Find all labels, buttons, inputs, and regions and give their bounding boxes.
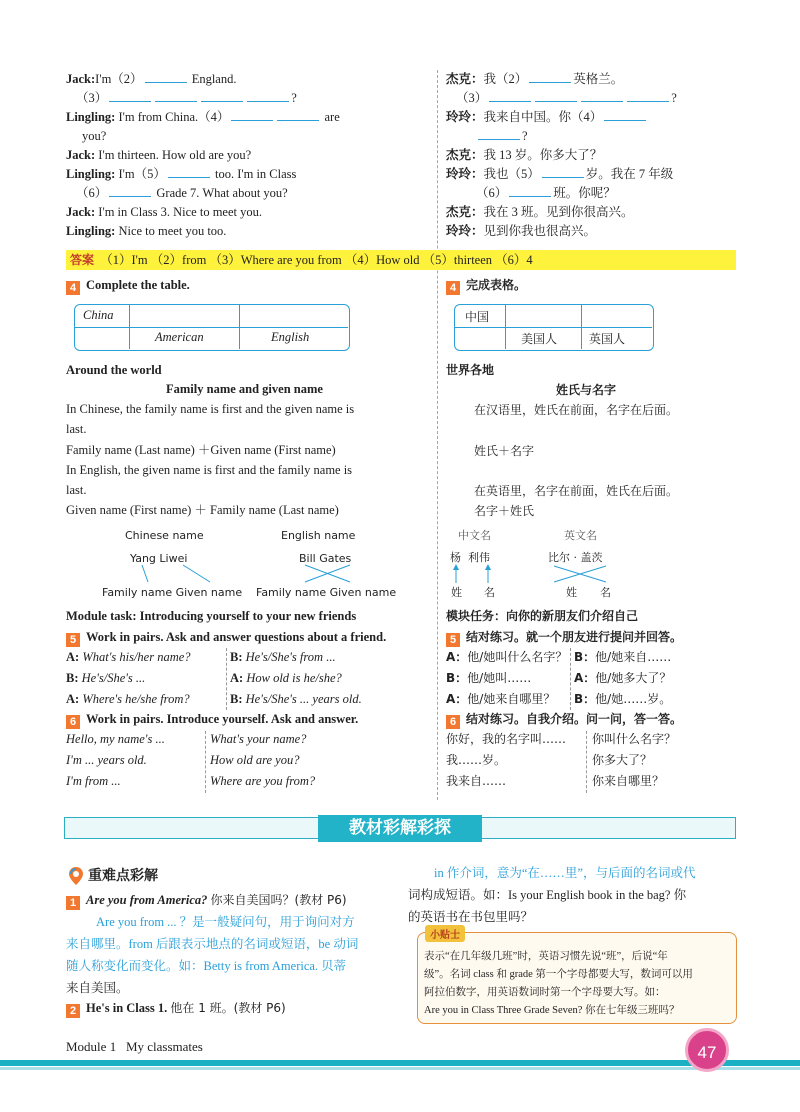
- key-points-heading: 重难点彩解: [88, 868, 158, 884]
- dialogue-line: Jack: I'm in Class 3. Nice to meet you.: [66, 205, 262, 219]
- paragraph: Given name (First name) ＋ Family name (Last name): [66, 503, 339, 517]
- task5-row-cn: A：他/她多大了？: [574, 671, 672, 685]
- task-5-title: 5 Work in pairs. Ask and answer questions about a friend.: [66, 628, 386, 647]
- section-subtitle: Family name and given name: [166, 382, 323, 396]
- task6-line-cn: 我……岁。: [446, 753, 507, 767]
- task-4-title: 4 Complete the table.: [66, 276, 190, 295]
- section-title-cn: 世界各地: [446, 363, 495, 377]
- task6-line: Hello, my name's ...: [66, 732, 165, 746]
- dialogue-line-cn: 杰克：我在 3 班。见到你很高兴。: [446, 205, 634, 219]
- dialogue-line-cn: 玲玲：见到你我也很高兴。: [446, 224, 597, 238]
- diagram-label-cn: 中文名: [458, 529, 491, 542]
- footer-bar-light: [0, 1067, 800, 1070]
- task6-line: Where are you from?: [210, 774, 316, 788]
- answer-bar: 答案 （1）I'm （2）from （3）Where are you from （4）How old （5）thirteen （6）4: [66, 250, 736, 270]
- task6-line-cn: 你来自哪里？: [592, 774, 665, 788]
- diagram-label-cn: 姓: [566, 586, 577, 599]
- dialogue-line-cn: （6） 班。你呢？: [476, 186, 616, 200]
- key-point-text: 的英语书在书包里吗？: [408, 910, 534, 924]
- complete-table: [74, 304, 350, 351]
- diagram-label: Family name Given name: [256, 586, 397, 599]
- task6-line: I'm ... years old.: [66, 753, 147, 767]
- key-point-text: 随人称变化而变化。如：Betty is from America. 贝蒂: [66, 959, 347, 973]
- dialogue-line: you?: [82, 129, 107, 143]
- task5-row: B: He's/She's from ...: [230, 650, 336, 664]
- diagram-label-cn: 比尔 · 盖茨: [548, 551, 603, 564]
- task5-row: A: What's his/her name?: [66, 650, 191, 664]
- task6-divider: [205, 731, 206, 793]
- task6-line: I'm from ...: [66, 774, 121, 788]
- task6-line: What's your name?: [210, 732, 307, 746]
- task-5-title-cn: 5 结对练习。就一个朋友进行提问并回答。: [446, 628, 682, 647]
- task5-divider: [226, 648, 227, 710]
- table-cell: 英国人: [589, 332, 626, 346]
- diagram-label: Yang Liwei: [130, 552, 188, 565]
- key-point-text: in 作介词，意为“在……里”，与后面的名词或代: [434, 866, 696, 880]
- key-point-1: 1 Are you from America? 你来自美国吗？(教材 P6): [66, 891, 347, 910]
- task6-line-cn: 你叫什么名字？: [592, 732, 677, 746]
- paragraph-cn: 姓氏＋名字: [474, 444, 535, 458]
- column-divider: [437, 70, 438, 800]
- paragraph-cn: 在英语里，名字在前面，姓氏在后面。: [474, 484, 679, 498]
- task5-row: A: Where's he/she from?: [66, 692, 190, 706]
- task-6-title-cn: 6 结对练习。自我介绍。问一问，答一答。: [446, 710, 682, 729]
- dialogue-line-cn: 玲玲：我也（5） 岁。我在 7 年级: [446, 167, 674, 181]
- name-order-diagram-cn: [446, 563, 626, 585]
- table-cell: American: [155, 330, 204, 344]
- task5-row-cn: B：他/她叫……: [446, 671, 532, 685]
- table-cell: 美国人: [521, 332, 558, 346]
- paragraph: In Chinese, the family name is first and the given name is: [66, 402, 355, 416]
- key-point-2: 2 He's in Class 1. 他在 1 班。(教材 P6): [66, 999, 286, 1018]
- location-pin-icon: [68, 866, 84, 886]
- dialogue-line: Lingling: I'm from China.（4） are: [66, 110, 340, 124]
- task5-row-cn: A：他/她叫什么名字？: [446, 650, 568, 664]
- task6-divider-cn: [586, 731, 587, 793]
- paragraph: last.: [66, 483, 87, 497]
- table-cell: China: [83, 308, 114, 322]
- dialogue-line: Lingling: I'm（5） too. I'm in Class: [66, 167, 297, 181]
- key-point-text: 来自哪里。from 后跟表示地点的名词或短语，be 动词: [66, 937, 359, 951]
- task5-row-cn: B：他/她来自……: [574, 650, 672, 664]
- dialogue-line-cn: 玲玲：我来自中国。你（4）: [446, 108, 648, 127]
- task6-line-cn: 我来自……: [446, 774, 507, 788]
- task5-row: A: How old is he/she?: [230, 671, 342, 685]
- page-number: 47: [685, 1028, 729, 1072]
- dialogue-line-cn: 杰克：我（2） 英格兰。: [446, 72, 624, 86]
- diagram-label-cn: 姓: [451, 586, 462, 599]
- dialogue-line: （6） Grade 7. What about you?: [76, 186, 288, 200]
- diagram-label: Chinese name: [125, 529, 204, 542]
- dialogue-line-cn: 杰克：我 13 岁。你多大了？: [446, 148, 603, 162]
- dialogue-line: （3） ?: [76, 91, 297, 105]
- tip-text: 表示“在几年级几班”时，英语习惯先说“班”，后说“年 级”。名词 class 和 grade 第一个字母都要大写，数词可以用 阿拉伯数字，用英语数词时第一个字母要大写。如： Are you in Class Three Grade Seven? 你在七年级三班吗？: [424, 951, 693, 1016]
- task6-line: How old are you?: [210, 753, 300, 767]
- table-cell: English: [271, 330, 310, 344]
- diagram-label: English name: [281, 529, 356, 542]
- paragraph: Family name (Last name) ＋Given name (First name): [66, 443, 336, 457]
- table-cell: 中国: [465, 310, 490, 324]
- diagram-label: Family name Given name: [102, 586, 243, 599]
- task6-line-cn: 你好，我的名字叫……: [446, 732, 567, 746]
- diagram-label-cn: 杨 利伟: [450, 551, 490, 564]
- dialogue-line: Jack: I'm thirteen. How old are you?: [66, 148, 252, 162]
- dialogue-line: Lingling: Nice to meet you too.: [66, 224, 227, 238]
- diagram-label: Bill Gates: [299, 552, 352, 565]
- module-task-title-cn: 模块任务：向你的新朋友们介绍自己: [446, 609, 639, 623]
- task-4-title-cn: 4 完成表格。: [446, 276, 526, 295]
- dialogue-line-cn: （3） ?: [456, 91, 677, 105]
- paragraph: last.: [66, 422, 87, 436]
- footer-bar: [0, 1060, 800, 1066]
- diagram-label-cn: 名: [484, 586, 495, 599]
- key-point-text: 词构成短语。如：Is your English book in the bag? 你: [408, 888, 687, 902]
- task5-row: B: He's/She's ...: [66, 671, 146, 685]
- section-subtitle-cn: 姓氏与名字: [556, 383, 617, 397]
- task5-divider-cn: [570, 648, 571, 710]
- tip-label: 小贴士: [425, 925, 465, 942]
- paragraph-cn: 在汉语里，姓氏在前面，名字在后面。: [474, 403, 679, 417]
- section-title: Around the world: [66, 363, 162, 377]
- task-6-title: 6 Work in pairs. Introduce yourself. Ask and answer.: [66, 710, 358, 729]
- banner-title: 教材彩解彩探: [318, 815, 482, 842]
- diagram-label-cn: 名: [600, 586, 611, 599]
- key-point-text: 来自美国。: [66, 981, 129, 995]
- task5-row-cn: B：他/她……岁。: [574, 692, 672, 706]
- paragraph-cn: 名字＋姓氏: [474, 504, 535, 518]
- paragraph: In English, the given name is first and the family name is: [66, 463, 353, 477]
- module-task-title: Module task: Introducing yourself to your new friends: [66, 609, 357, 623]
- dialogue-line: Jack:I'm（2） England.: [66, 72, 237, 86]
- diagram-label-cn: 英文名: [564, 529, 597, 542]
- task5-row-cn: A：他/她来自哪里？: [446, 692, 556, 706]
- complete-table-cn: [454, 304, 654, 351]
- task6-line-cn: 你多大了？: [592, 753, 653, 767]
- dialogue-line-cn: ?: [476, 127, 528, 146]
- key-point-text: Are you from ... ？是一般疑问句，用于询问对方: [96, 915, 355, 929]
- footer-module: Module 1 My classmates: [66, 1039, 203, 1054]
- task5-row: B: He's/She's ... years old.: [230, 692, 362, 706]
